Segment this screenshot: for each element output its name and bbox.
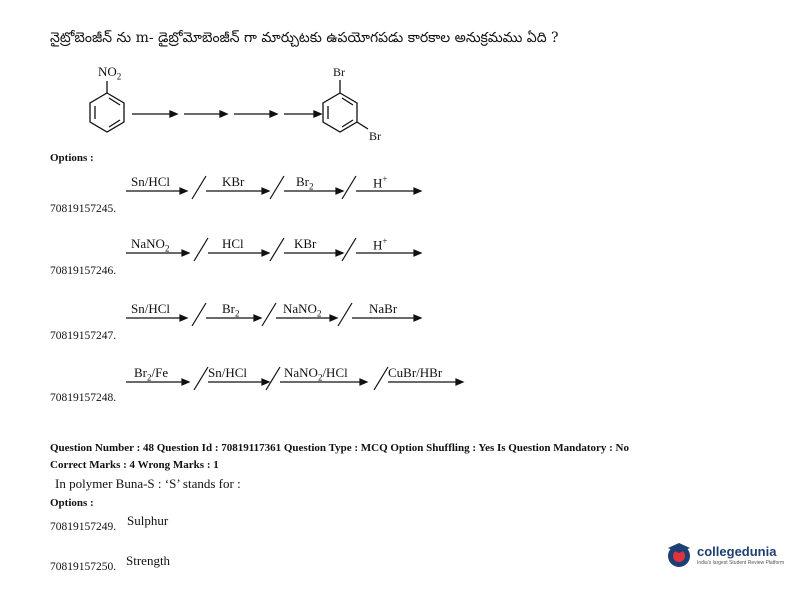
reagent-label: KBr [294, 236, 317, 251]
question-meta: Question Number : 48 Question Id : 70819117361 Question Type : MCQ Option Shuffling : Yes Is Question Mandatory : No [50, 442, 629, 454]
option-id: 70819157245. [50, 203, 117, 215]
options-label: Options : [50, 497, 94, 509]
dibromobenzene-structure [323, 80, 368, 132]
marks-meta: Correct Marks : 4 Wrong Marks : 1 [50, 459, 219, 471]
option-id: 70819157247. [50, 330, 117, 342]
reagent-label: H+ [373, 236, 388, 253]
collegedunia-logo-icon [664, 540, 694, 570]
option-arrows [126, 176, 463, 390]
scheme-arrows [132, 111, 321, 117]
option-id: 70819157248. [50, 392, 117, 404]
reagent-label: NaNO$_2$ [283, 301, 322, 319]
reagent-label: CuBr/HBr [388, 365, 443, 380]
question-text: నైట్రోబెంజీన్ ను m- డైబ్రోమోబెంజీన్ గా మార్చుటకు ఉపయోగపడు కారకాల అనుక్రమము ఏది ? [50, 30, 559, 46]
reagent-label: Sn/HCl [131, 174, 171, 189]
option-id: 70819157250. [50, 561, 117, 573]
watermark-tagline: India's largest Student Review Platform [697, 560, 785, 566]
reagent-label: NaNO$_2$/HCl [284, 365, 348, 383]
option-text: Strength [126, 553, 171, 568]
reagent-label: KBr [222, 174, 245, 189]
option-id: 70819157246. [50, 265, 117, 277]
reagent-label: NaBr [369, 301, 398, 316]
bromo-label-1: Br [333, 65, 345, 79]
reagent-label: $Br_2/Fe$ [134, 365, 169, 383]
nitro-group-label: $NO_2$ [98, 64, 122, 82]
reagent-label: HCl [222, 236, 244, 251]
option-id: 70819157249. [50, 521, 117, 533]
reagent-label: Sn/HCl [208, 365, 248, 380]
reagent-label: Sn/HCl [131, 301, 171, 316]
options-label: Options : [50, 152, 94, 164]
reagent-label: NaNO$_2$ [131, 236, 170, 254]
question-text: In polymer Buna-S : ‘S’ stands for : [55, 476, 241, 491]
reagent-label: $Br_2$ [222, 301, 240, 319]
reagent-label: H+ [373, 174, 388, 191]
nitrobenzene-structure [90, 81, 124, 132]
watermark-brand: collegedunia [697, 544, 777, 559]
reagent-label: $Br_2$ [296, 174, 314, 192]
bromo-label-2: Br [369, 129, 381, 143]
option-text: Sulphur [127, 513, 169, 528]
